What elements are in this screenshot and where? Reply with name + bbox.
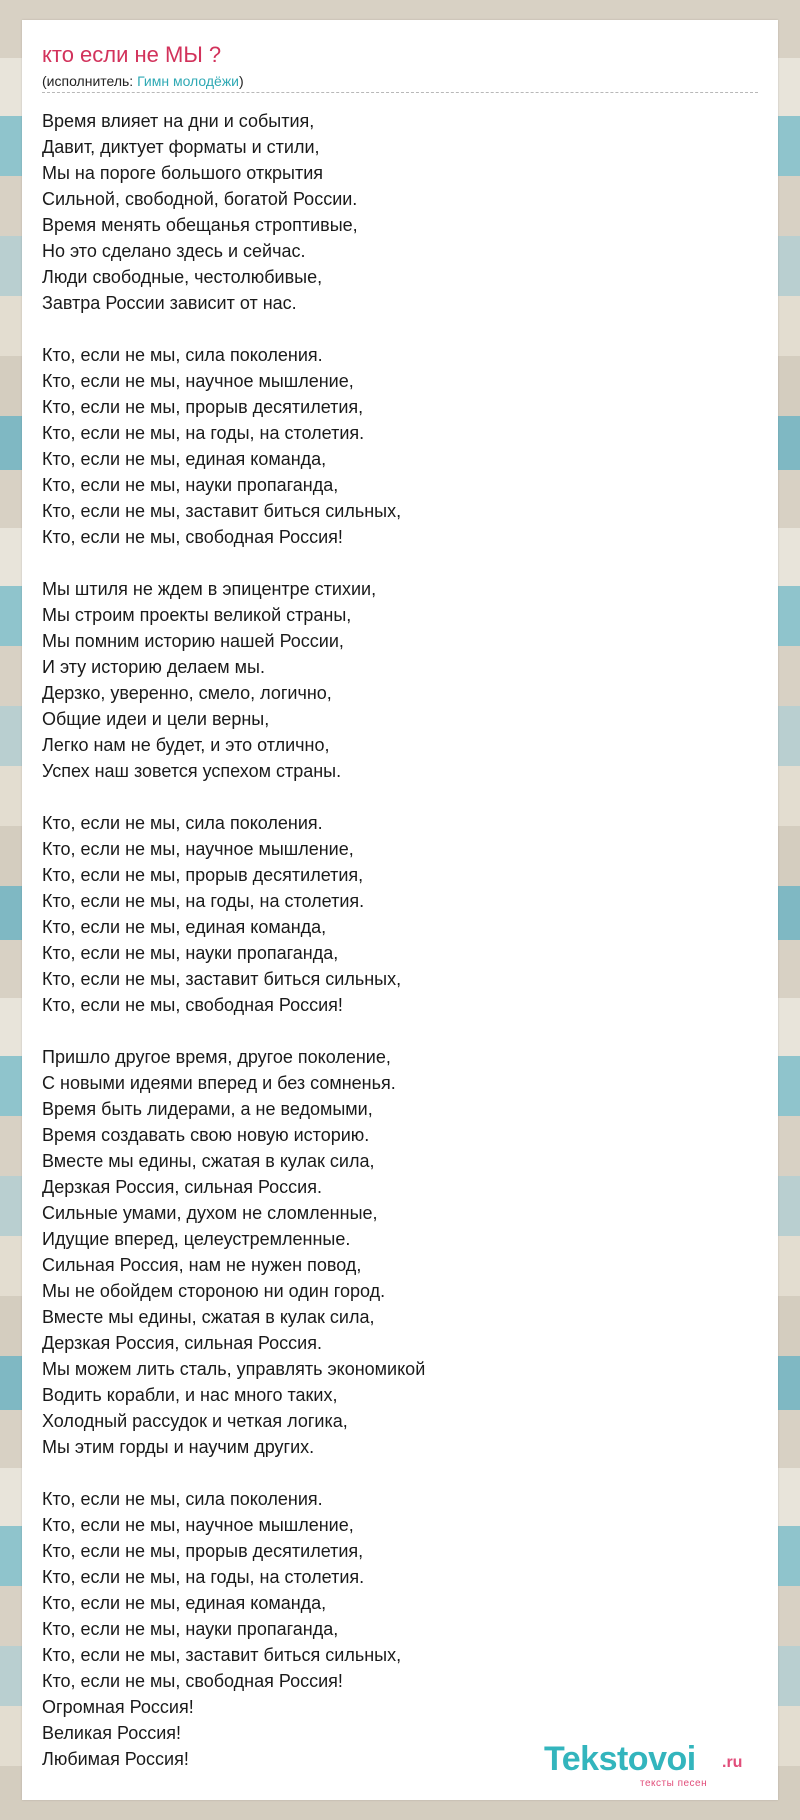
lyric-line: Кто, если не мы, единая команда,	[42, 1593, 327, 1613]
lyric-line: Кто, если не мы, на годы, на столетия.	[42, 423, 365, 443]
performer-line	[42, 73, 244, 89]
lyric-line: Но это сделано здесь и сейчас.	[42, 241, 306, 261]
lyric-line: Вместе мы едины, сжатая в кулак сила,	[42, 1307, 375, 1327]
lyric-line: Дерзкая Россия, сильная Россия.	[42, 1177, 322, 1197]
lyric-line: Дерзкая Россия, сильная Россия.	[42, 1333, 322, 1353]
lyric-line: Кто, если не мы, сила поколения.	[42, 345, 323, 365]
lyric-line: И эту историю делаем мы.	[42, 657, 265, 677]
lyric-line: Кто, если не мы, сила поколения.	[42, 1489, 323, 1509]
lyric-line: Кто, если не мы, прорыв десятилетия,	[42, 1541, 364, 1561]
lyric-line: Время быть лидерами, а не ведомыми,	[42, 1099, 373, 1119]
lyric-line: Кто, если не мы, единая команда,	[42, 449, 327, 469]
stanza-gap	[42, 550, 742, 576]
site-logo[interactable]	[544, 1740, 754, 1788]
lyric-line: Кто, если не мы, свободная Россия!	[42, 995, 343, 1015]
logo-tld: .ru	[722, 1754, 743, 1771]
lyric-line: Кто, если не мы, сила поколения.	[42, 813, 323, 833]
lyric-line: Кто, если не мы, науки пропаганда,	[42, 475, 339, 495]
stanza-gap	[42, 1018, 742, 1044]
lyric-line: Кто, если не мы, свободная Россия!	[42, 527, 343, 547]
lyric-line: Люди свободные, честолюбивые,	[42, 267, 323, 287]
lyric-line: Кто, если не мы, единая команда,	[42, 917, 327, 937]
lyric-line: Завтра России зависит от нас.	[42, 293, 297, 313]
song-title: кто если не МЫ ?	[42, 42, 222, 67]
lyric-line: Кто, если не мы, заставит биться сильных,	[42, 969, 402, 989]
lyric-line: Кто, если не мы, научное мышление,	[42, 1515, 354, 1535]
lyric-line: Кто, если не мы, на годы, на столетия.	[42, 891, 365, 911]
lyric-line: Идущие вперед, целеустремленные.	[42, 1229, 351, 1249]
lyric-line: Кто, если не мы, научное мышление,	[42, 839, 354, 859]
lyric-line: Пришло другое время, другое поколение,	[42, 1047, 391, 1067]
lyric-line: Время менять обещанья строптивые,	[42, 215, 358, 235]
lyric-line: Водить корабли, и нас много таких,	[42, 1385, 338, 1405]
lyric-line: Сильной, свободной, богатой России.	[42, 189, 358, 209]
lyric-line: Кто, если не мы, свободная Россия!	[42, 1671, 343, 1691]
stanza-gap	[42, 316, 742, 342]
logo-text: Tekstovoi	[544, 1740, 696, 1778]
lyric-line: Успех наш зовется успехом страны.	[42, 761, 342, 781]
stanza-gap	[42, 784, 742, 810]
lyric-line: Время влияет на дни и события,	[42, 111, 315, 131]
lyric-line: Сильные умами, духом не сломленные,	[42, 1203, 378, 1223]
lyric-line: Кто, если не мы, прорыв десятилетия,	[42, 397, 364, 417]
lyric-line: Давит, диктует форматы и стили,	[42, 137, 320, 157]
lyric-line: Время создавать свою новую историю.	[42, 1125, 370, 1145]
lyrics-card	[22, 20, 778, 1800]
lyric-line: Кто, если не мы, прорыв десятилетия,	[42, 865, 364, 885]
lyric-line: Легко нам не будет, и это отлично,	[42, 735, 330, 755]
lyric-line: Мы строим проекты великой страны,	[42, 605, 352, 625]
performer-link[interactable]: Гимн молодёжи	[137, 73, 240, 89]
lyric-line: Кто, если не мы, науки пропаганда,	[42, 943, 339, 963]
stanza-gap	[42, 1460, 742, 1486]
performer-prefix: (исполнитель:	[42, 73, 138, 89]
lyric-line: Мы этим горды и научим других.	[42, 1437, 315, 1457]
lyric-line: Мы помним историю нашей России,	[42, 631, 344, 651]
lyrics-text	[42, 108, 742, 1772]
logo-tagline: тексты песен	[640, 1778, 708, 1789]
lyric-line: Любимая Россия!	[42, 1749, 189, 1769]
lyric-line: Кто, если не мы, науки пропаганда,	[42, 1619, 339, 1639]
lyric-line: Кто, если не мы, научное мышление,	[42, 371, 354, 391]
lyric-line: Кто, если не мы, заставит биться сильных,	[42, 501, 402, 521]
lyric-line: Мы штиля не ждем в эпицентре стихии,	[42, 579, 377, 599]
lyric-line: Дерзко, уверенно, смело, логично,	[42, 683, 332, 703]
lyric-line: Мы не обойдем стороною ни один город.	[42, 1281, 386, 1301]
lyric-line: Общие идеи и цели верны,	[42, 709, 270, 729]
lyric-line: С новыми идеями вперед и без сомненья.	[42, 1073, 396, 1093]
performer-suffix: )	[239, 73, 244, 89]
lyric-line: Вместе мы едины, сжатая в кулак сила,	[42, 1151, 375, 1171]
divider	[42, 92, 758, 93]
lyric-line: Огромная Россия!	[42, 1697, 194, 1717]
lyric-line: Кто, если не мы, заставит биться сильных,	[42, 1645, 402, 1665]
lyric-line: Мы на пороге большого открытия	[42, 163, 324, 183]
lyric-line: Холодный рассудок и четкая логика,	[42, 1411, 348, 1431]
lyric-line: Сильная Россия, нам не нужен повод,	[42, 1255, 362, 1275]
lyric-line: Мы можем лить сталь, управлять экономикой	[42, 1359, 426, 1379]
lyric-line: Великая Россия!	[42, 1723, 182, 1743]
lyric-line: Кто, если не мы, на годы, на столетия.	[42, 1567, 365, 1587]
